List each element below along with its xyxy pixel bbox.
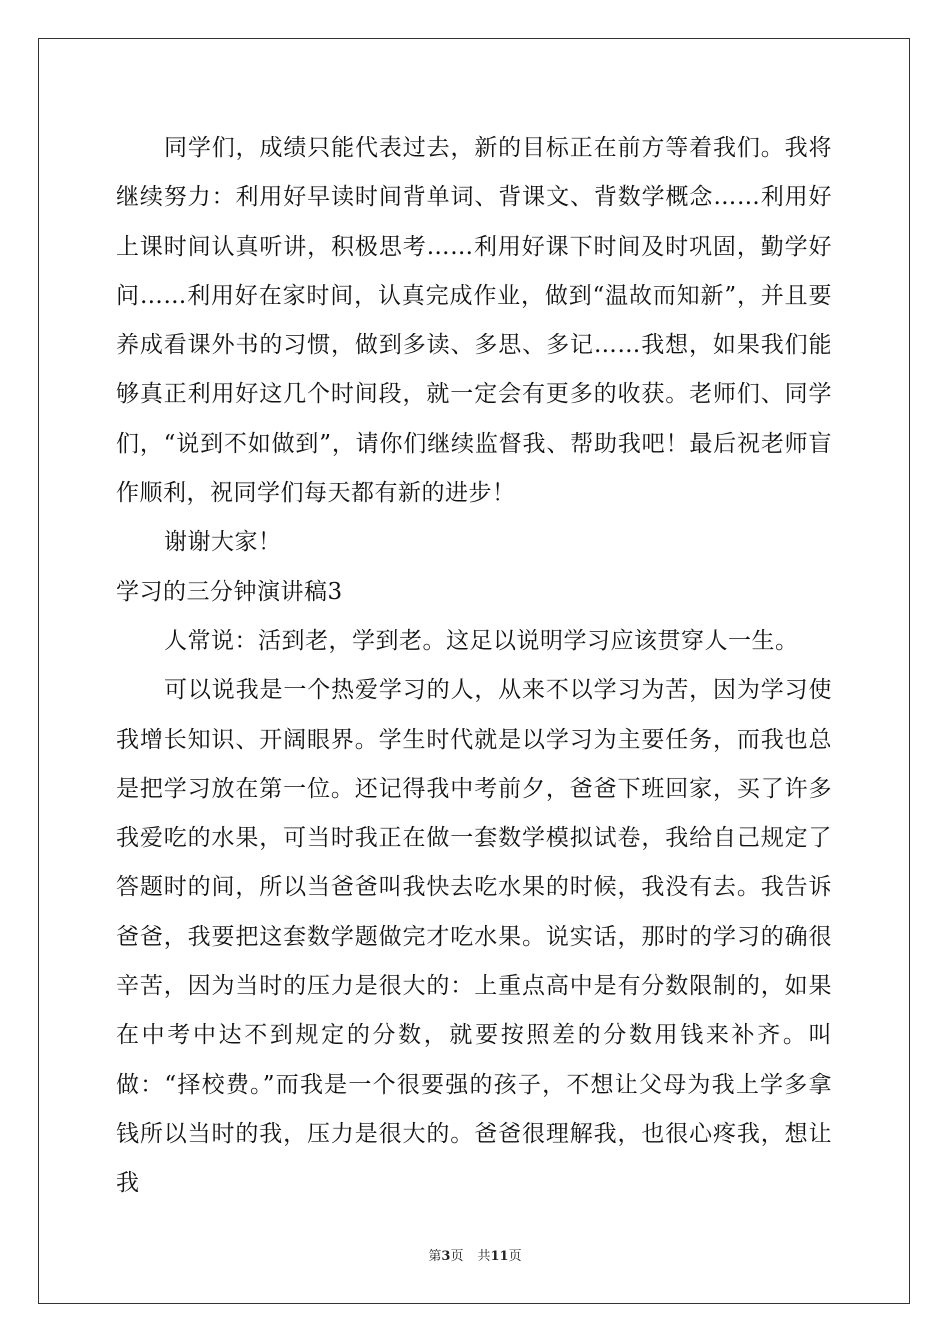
- total-prefix: 共: [477, 1249, 491, 1264]
- paragraph: 可以说我是一个热爱学习的人，从来不以学习为苦，因为学习使我增长知识、开阔眼界。学生时代就是以学习为主要任务，而我也总是把学习放在第一位。还记得我中考前夕，爸爸下班回家，买了许多我爱吃的水果，可当时我正在做一套数学模拟试卷，我给自己规定了答题时的间，所以当爸爸叫我快去吃水果的时候，我没有去。我告诉爸爸，我要把这套数学题做完才吃水果。说实话，那时的学习的确很辛苦，因为当时的压力是很大的：上重点高中是有分数限制的，如果在中考中达不到规定的分数，就要按照差的分数用钱来补齐。叫做：“择校费。”而我是一个很要强的孩子，不想让父母为我上学多拿钱所以当时的我，压力是很大的。爸爸很理解我，也很心疼我，想让我: [116, 677, 832, 1197]
- section-heading: 学习的三分钟演讲稿3: [116, 578, 343, 605]
- page-prefix: 第: [428, 1249, 442, 1264]
- total-pages: 11: [490, 1249, 509, 1264]
- paragraph: 同学们，成绩只能代表过去，新的目标正在前方等着我们。我将继续努力：利用好早读时间背单词、背课文、背数学概念……利用好上课时间认真听讲，积极思考……利用好课下时间及时巩固，勤学好问……利用好在家时间，认真完成作业，做到“温故而知新”，并且要养成看课外书的习惯，做到多读、多思、多记……我想，如果我们能够真正利用好这几个时间段，就一定会有更多的收获。老师们、同学们，“说到不如做到”，请你们继续监督我、帮助我吧！最后祝老师盲作顺利，祝同学们每天都有新的进步！: [116, 135, 832, 507]
- document-body: [116, 124, 832, 1209]
- page-number: 3: [441, 1249, 451, 1264]
- page-suffix: 页: [450, 1249, 464, 1264]
- page-footer: [0, 1245, 950, 1264]
- paragraph: 人常说：活到老，学到老。这足以说明学习应该贯穿人一生。: [164, 627, 799, 654]
- total-suffix: 页: [508, 1249, 522, 1264]
- paragraph: 谢谢大家！: [164, 529, 282, 556]
